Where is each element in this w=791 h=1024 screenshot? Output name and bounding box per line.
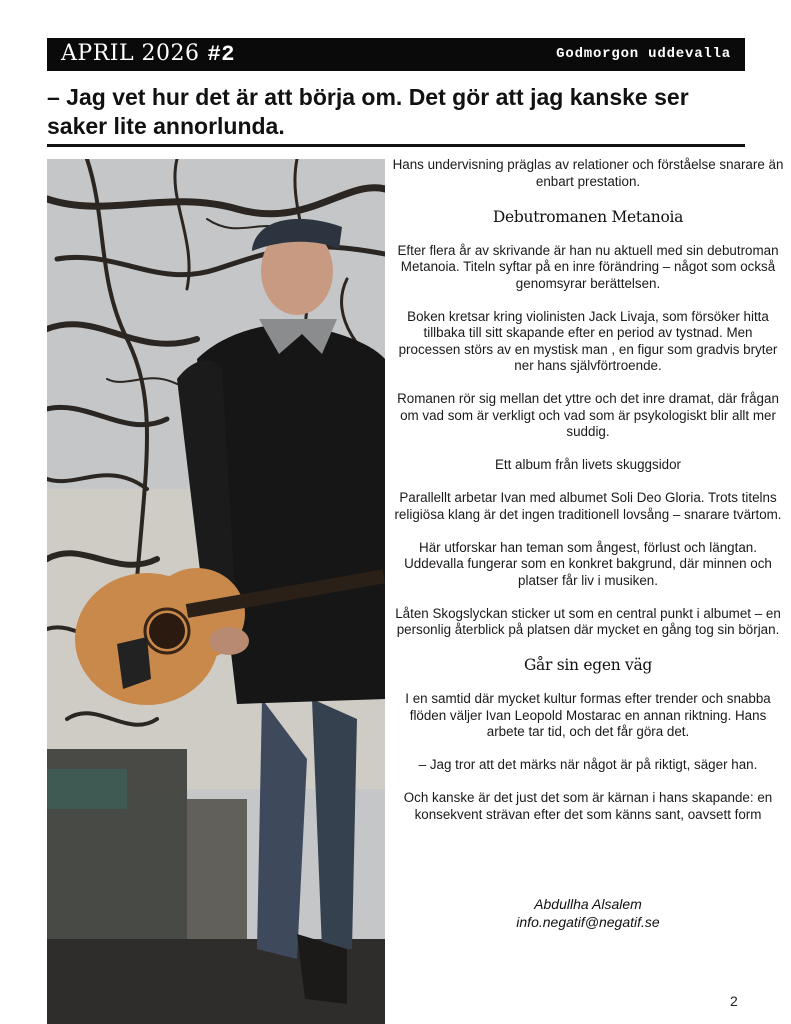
headline: – Jag vet hur det är att börja om. Det gör att jag kanske ser saker lite annorlunda.: [47, 84, 689, 139]
article-paragraph: Romanen rör sig mellan det yttre och det inre dramat, där frågan om vad som är verkligt och vad som är psykologiskt blir allt mer suddig.: [397, 391, 779, 439]
article-paragraph: I en samtid där mycket kultur formas efter trender och snabba flöden väljer Ivan Leopold Mostarac en annan riktning. Hans arbete tar tid, och det får göra det.: [405, 691, 771, 739]
section-heading: Går sin egen väg: [523, 656, 653, 674]
issue-label: [61, 41, 235, 67]
article-quote: – Jag tror att det märks när något är på riktigt, säger han.: [418, 757, 758, 772]
article-paragraph: Låten Skogslyckan sticker ut som en central punkt i albumet – en personlig återblick på platsen där mycket en gång tog sin början.: [395, 605, 781, 637]
article-paragraph: Parallellt arbetar Ivan med albumet Soli Deo Gloria. Trots titelns religiösa klang är det ingen traditionell lovsång – snarare tvärtom.: [394, 490, 782, 522]
issue-date: APRIL 2026: [61, 41, 200, 66]
author-signature: [392, 895, 784, 931]
author-name: Abdullha Alsalem: [534, 896, 642, 912]
publication-name: Godmorgon uddevalla: [556, 46, 731, 62]
article-paragraph: Och kanske är det just det som är kärnan i hans skapande: en konsekvent strävan efter det som känns sant, oavsett form: [403, 790, 773, 822]
article-paragraph: Hans undervisning präglas av relationer och förståelse snarare än enbart prestation.: [392, 157, 784, 189]
header-bar: [47, 38, 745, 71]
article-body: [392, 157, 784, 840]
article-paragraph: Efter flera år av skrivande är han nu aktuell med sin debutroman Metanoia. Titeln syftar på en inre förändring – något som också genomsyrar berättelsen.: [397, 242, 779, 291]
author-email[interactable]: info.negatif@negatif.se: [516, 914, 660, 930]
headline-rule: [47, 144, 745, 147]
article-paragraph: Här utforskar han teman som ångest, förlust och längtan. Uddevalla fungerar som en konkret bakgrund, där minnen och platser får liv i musiken.: [404, 539, 772, 588]
issue-number: #2: [207, 42, 235, 67]
man-with-guitar-photo: [47, 159, 385, 1024]
article-paragraph: Boken kretsar kring violinisten Jack Livaja, som försöker hitta tillbaka till sitt skapande efter en period av tystnad. Men processen störs av en mystisk man , en figur som gradvis bryter ner hans självförtroende.: [398, 308, 778, 373]
section-heading: Debutromanen Metanoia: [492, 207, 684, 226]
article-subheading: Ett album från livets skuggsidor: [494, 457, 682, 472]
page-number: 2: [730, 993, 738, 1009]
